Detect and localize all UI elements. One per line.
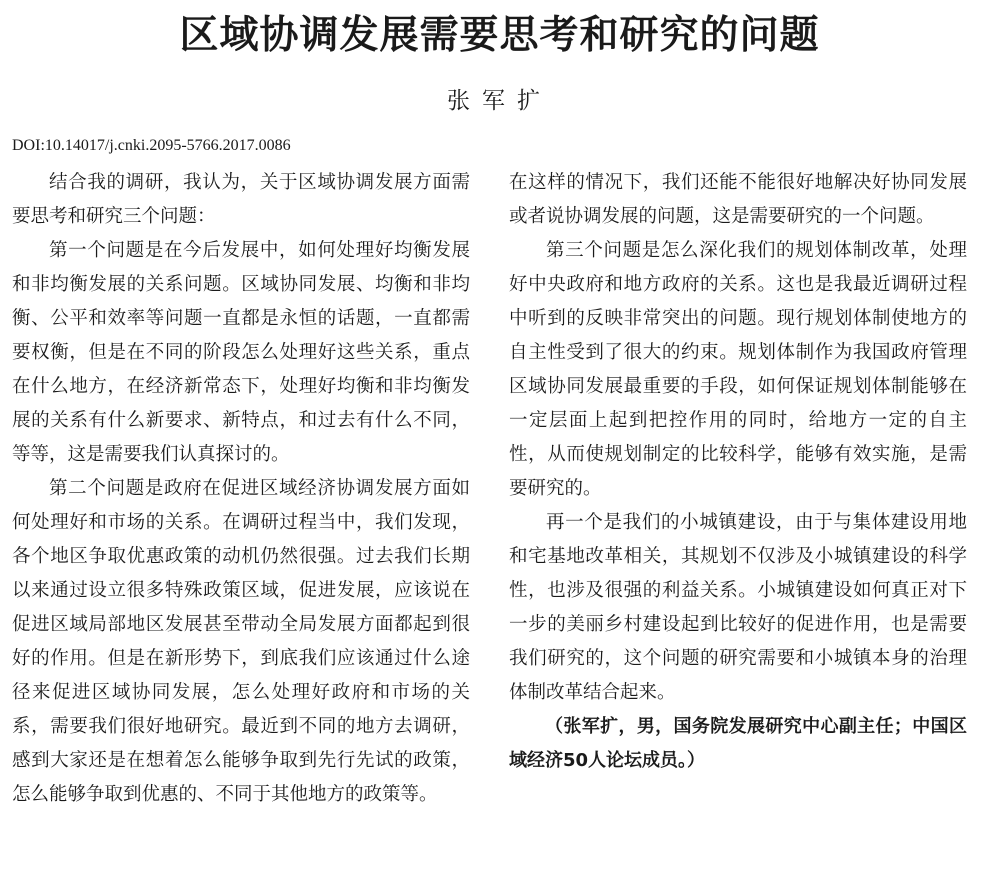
paragraph-third-problem: 第三个问题是怎么深化我们的规划体制改革，处理好中央政府和地方政府的关系。这也是我最近调研过程中听到的反映非常突出的问题。现行规划体制使地方的自主性受到了很大的约束。规划体制作为我国政府管理区域协同发展最重要的手段，如何保证规划体制能够在一定层面上起到把控作用的同时，给地方一定的自主性，从而使规划制定的比较科学，能够有效实施，是需要研究的。 <box>509 240 967 499</box>
paragraph-small-town: 再一个是我们的小城镇建设，由于与集体建设用地和宅基地改革相关，其规划不仅涉及小城镇建设的科学性，也涉及很强的利益关系。小城镇建设如何真正对下一步的美丽乡村建设起到比较好的促进作用，也是需要我们研究的，这个问题的研究需要和小城镇本身的治理体制改革结合起来。 <box>509 512 967 703</box>
paragraph-first-problem: 第一个问题是在今后发展中，如何处理好均衡发展和非均衡发展的关系问题。区域协同发展、均衡和非均衡、公平和效率等问题一直都是永恒的话题，一直都需要权衡，但是在不同的阶段怎么处理好这些关系，重点在什么地方，在经济新常态下，处理好均衡和非均衡发展的关系有什么新要求、新特点，和过去有什么不同，等等，这是需要我们认真探讨的。 <box>12 240 470 465</box>
paragraph-intro: 结合我的调研，我认为，关于区域协调发展方面需要思考和研究三个问题： <box>12 172 470 227</box>
doi-line: DOI:10.14017/j.cnki.2095-5766.2017.0086 <box>12 137 291 154</box>
article-title: 区域协调发展需要思考和研究的问题 <box>179 13 820 58</box>
paragraph-second-problem: 第二个问题是政府在促进区域经济协调发展方面如何处理好和市场的关系。在调研过程当中，我们发现，各个地区争取优惠政策的动机仍然很强。过去我们长期以来通过设立很多特殊政策区域，促进发展，应该说在促进区域局部地区发展甚至带动全局发展方面都起到很好的作用。但是在新形势下，到底我们应该通过什么途径来促进区域协同发展，怎么处理好政府和市场的关系，需要我们很好地研究。最近到不同的地方去调研，感到大家还是在想着怎么能够争取到先行先试的政策，怎么能够争取到优惠的、不同于其他地方的政策等。 <box>12 478 470 805</box>
left-column <box>12 166 470 812</box>
author-name: 张军扩 <box>447 88 552 114</box>
author-bio: （张军扩，男，国务院发展研究中心副主任；中国区域经济50人论坛成员。） <box>509 716 967 771</box>
right-column <box>509 166 967 778</box>
paragraph-continuation: 在这样的情况下，我们还能不能很好地解决好协同发展或者说协调发展的问题，这是需要研究的一个问题。 <box>509 172 967 227</box>
